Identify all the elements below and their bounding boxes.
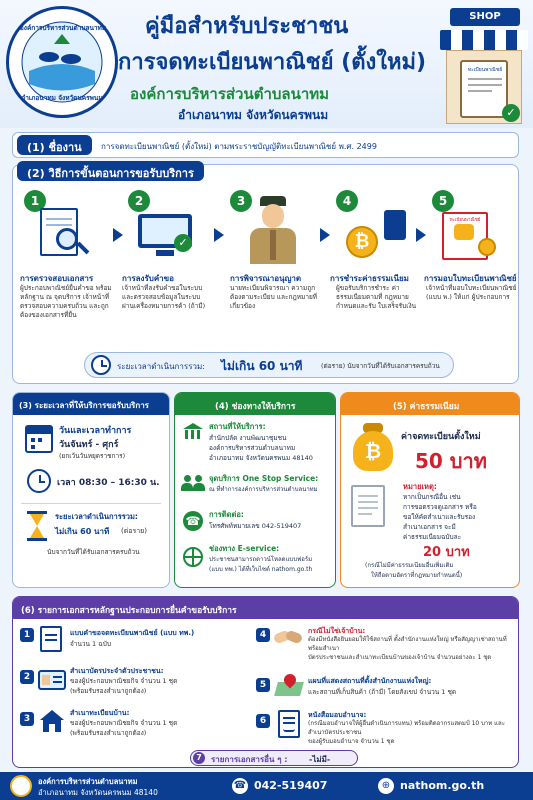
note-line-2: การขอตรวจดูเอกสาร หรือ (403, 503, 477, 511)
org-logo (6, 6, 118, 118)
footer-phone-icon: ☎ (232, 778, 248, 794)
step-arrow-icon (320, 228, 330, 242)
section-3-label: (3) ระยะเวลาที่ให้บริการขอรับบริการ (19, 401, 149, 410)
note-line-5: ค่าธรรมเนียมฉบับละ (403, 533, 462, 541)
service-time: เวลา 08:30 – 16:30 น. (57, 478, 160, 488)
phone-icon: ☎ (183, 511, 203, 531)
eservice-desc-2: (แบบ ทพ.) ได้ที่เว็บไซต์ nathom.go.th (209, 566, 313, 573)
building-icon (183, 423, 203, 441)
other-docs-label: รายการเอกสารอื่น ๆ : (211, 755, 288, 764)
doc-4-desc-2: บัตรประชาชนและสำเนาทะเบียนบ้านของเจ้าบ้าน จำนวนอย่างละ 1 ชุด (308, 654, 492, 661)
shop-illustration (440, 8, 528, 126)
note-fee: 20 บาท (423, 545, 470, 560)
doc-3-title: สำเนาทะเบียนบ้าน: (70, 709, 130, 717)
certificate-icon (440, 210, 504, 264)
doc-2-number: 2 (20, 670, 34, 684)
days-note: (ยกเว้นวันหยุดราชการ) (59, 452, 126, 460)
handshake-icon (274, 626, 302, 648)
step-2-number: 2 (128, 190, 150, 212)
section-service-name (12, 132, 519, 158)
other-documents-bar (190, 750, 358, 766)
clipboard-icon (460, 60, 508, 118)
doc-4-desc-1: ต้องมีหนังสือยินยอมให้ใช้สถานที่ ตั้งสำนักงานแห่งใหญ่ หรือสัญญาเช่าสถานที่ พร้อมสำเนา (308, 636, 507, 652)
footer-org-1: องค์การบริหารส่วนตำบลนาทม (38, 777, 138, 786)
clock-icon (27, 469, 51, 493)
step-3-desc: นายทะเบียนพิจารณา ความถูกต้องตามระเบียบ และกฎหมายที่เกี่ยวข้อง (230, 284, 318, 310)
doc-1-title: แบบคำขอจดทะเบียนพาณิชย์ (แบบ ทพ.) (70, 629, 195, 637)
house-icon (40, 710, 64, 732)
note-footer-2: ให้ถือตามอัตราที่กฎหมายกำหนดนี้) (371, 572, 463, 579)
duration-prefix: ระยะเวลาดำเนินการรวม: (117, 362, 205, 371)
duration-value: ไม่เกิน 60 นาที (221, 359, 303, 373)
logo-text-bottom: อำเภอนาทม จังหวัดนครพนม (21, 94, 103, 102)
place-desc-2: องค์การบริหารส่วนตำบลนาทม (209, 444, 296, 452)
hourglass-icon (27, 511, 47, 541)
footer-globe-icon: ⊕ (378, 778, 394, 794)
process-unit: (ต่อราย) (121, 527, 148, 535)
step-2-desc: เจ้าหน้าที่ลงรับคำขอในระบบ และตรวจสอบข้อมูลในระบบ ผ่านเครื่องหมายการค้า (ถ้ามี) (122, 284, 206, 310)
doc-5-number: 5 (256, 678, 270, 692)
step-4-number: 4 (336, 190, 358, 212)
place-desc-3: อำเภอนาทม จังหวัดนครพนม 48140 (209, 454, 313, 462)
other-docs-value: -ไม่มี- (309, 755, 331, 764)
bitcoin-payment-icon: ₿ (340, 208, 420, 264)
footer-phone[interactable]: 042-519407 (254, 779, 328, 792)
section-service-hours (12, 392, 170, 588)
service-name-value: การจดทะเบียนพาณิชย์ (ตั้งใหม่) ตามพระราชบัญญัติทะเบียนพาณิชย์ พ.ศ. 2499 (101, 142, 377, 151)
doc-3-number: 3 (20, 712, 34, 726)
doc-3-desc-2: (พร้อมรับรองสำเนาถูกต้อง) (70, 729, 147, 737)
check-badge-icon: ✓ (502, 104, 520, 122)
clipboard-label: ทะเบียนพาณิชย์ (467, 67, 503, 73)
globe-icon (183, 547, 203, 567)
process-title: ระยะเวลาดำเนินการรวม: (55, 512, 138, 521)
id-card-icon (38, 670, 66, 690)
shop-sign: SHOP (450, 8, 520, 26)
clock-icon (91, 355, 111, 375)
map-pin-icon (276, 674, 302, 696)
step-2-title: การลงรับคำขอ (122, 274, 174, 283)
step-3-title: การพิจารณาอนุญาต (230, 274, 302, 283)
money-bag-icon: ₿ (351, 423, 395, 473)
step-5-title: การมอบใบทะเบียนพาณิชย์ (424, 274, 517, 283)
step-arrow-icon (214, 228, 224, 242)
note-footer-1: (กรณีไม่มีค่าธรรมเนียมอื่นเพิ่มเติม (365, 562, 454, 569)
process-note: นับจากวันที่ได้รับเอกสารครบถ้วน (47, 548, 140, 556)
contact-title: การติดต่อ: (209, 510, 244, 519)
note-line-1: หากเป็นกรณีอื่น เช่น (403, 493, 461, 501)
place-title: สถานที่ให้บริการ: (209, 422, 266, 431)
note-line-3: ขอให้คัดสำเนาและรับรอง (403, 513, 476, 521)
note-line-4: สำเนาเอกสาร จะมี (403, 523, 456, 531)
step-1-desc: ผู้ประกอบพาณิชย์ยื่นคำขอ พร้อมหลักฐาน ณ จุดบริการ เจ้าหน้าที่ตรวจสอบความครบถ้วน และถูกต้องของเอกสารที่ยื่น (20, 284, 112, 319)
footer-org-2: อำเภอนาทม จังหวัดนครพนม 48140 (38, 788, 158, 797)
header (0, 0, 533, 128)
doc-3-desc-1: ของผู้ประกอบพาณิชยกิจ จำนวน 1 ชุด (70, 719, 178, 727)
doc-6-desc-2: ของผู้รับมอบอำนาจ จำนวน 1 ชุด (308, 738, 395, 745)
section-5-label: (5) ค่าธรรมเนียม (393, 402, 460, 412)
step-3-number: 3 (230, 190, 252, 212)
duration-bar (84, 352, 454, 378)
doc-4-title: กรณีไม่ใช่เจ้าบ้าน: (308, 627, 366, 635)
section-1-label: (1) ชื่องาน (17, 135, 92, 155)
search-document-icon (34, 206, 94, 262)
step-5-number: 5 (432, 190, 454, 212)
step-5-desc: เจ้าหน้าที่มอบใบทะเบียนพาณิชย์ (แบบ พ.) ให้แก่ ผู้ประกอบการ (426, 284, 517, 301)
fee-title: ค่าจดทะเบียนตั้งใหม่ (401, 432, 481, 442)
days-value: วันจันทร์ - ศุกร์ (59, 440, 119, 450)
section-fees (340, 392, 520, 588)
step-arrow-icon (113, 228, 123, 242)
doc-1-number: 1 (20, 628, 34, 642)
doc-6-title: หนังสือมอบอำนาจ: (308, 711, 367, 719)
step-1-title: การตรวจสอบเอกสาร (20, 274, 94, 283)
eservice-desc-1: ประชาชนสามารถดาวน์โหลดแบบฟอร์ม (209, 556, 313, 563)
doc-6-number: 6 (256, 714, 270, 728)
note-title: หมายเหตุ: (403, 482, 437, 491)
doc-6-desc-1: (กรณีมอบอำนาจให้ผู้อื่นดำเนินการแทน) พร้อมติดอากรแสตมป์ 10 บาท และสำเนาบัตรประชาชน (308, 720, 505, 736)
signed-document-icon (278, 710, 300, 738)
section-6-label: (6) รายการเอกสารหลักฐานประกอบการยื่นคำขอรับบริการ (21, 606, 237, 616)
computer-check-icon: ✓ (134, 212, 198, 262)
fee-value: 50 บาท (415, 449, 487, 473)
doc-5-title: แผนที่แสดงสถานที่ตั้งสำนักงานแห่งใหญ่: (308, 677, 432, 685)
shop-awning (440, 30, 528, 50)
people-icon (181, 475, 205, 493)
doc-2-desc-2: (พร้อมรับรองสำเนาถูกต้อง) (70, 687, 147, 695)
oss-title: จุดบริการ One Stop Service: (209, 474, 319, 483)
footer-website[interactable]: nathom.go.th (400, 779, 485, 792)
eservice-title: ช่องทาง E-service: (209, 544, 280, 553)
officer-icon (248, 196, 298, 266)
doc-1-desc-1: จำนวน 1 ฉบับ (70, 640, 111, 648)
doc-2-title: สำเนาบัตรประจำตัวประชาชน: (70, 667, 164, 675)
doc-2-desc-1: ของผู้ประกอบพาณิชยกิจ จำนวน 1 ชุด (70, 677, 178, 685)
day-title: วันและเวลาทำการ (59, 426, 132, 436)
certificate-label: ทะเบียนพาณิชย์ (449, 218, 481, 223)
footer (0, 772, 533, 800)
step-4-title: การชำระค่าธรรมเนียม (330, 274, 409, 283)
place-desc-1: สำนักปลัด งานพัฒนาชุมชน (209, 434, 287, 442)
process-value: ไม่เกิน 60 นาที (55, 527, 110, 536)
duration-suffix: (ต่อราย) นับจากวันที่ได้รับเอกสารครบถ้วน (321, 362, 440, 370)
org-location: อำเภอนาทม จังหวัดนครพนม (178, 108, 329, 122)
note-document-icon (351, 485, 385, 527)
org-name: องค์การบริหารส่วนตำบลนาทม (130, 85, 330, 103)
page-subtitle: การจดทะเบียนพาณิชย์ (ตั้งใหม่) (118, 50, 427, 75)
section-service-channels (174, 392, 336, 588)
doc-4-number: 4 (256, 628, 270, 642)
calendar-icon (25, 425, 53, 453)
oss-desc: ณ ที่ทำการองค์การบริหารส่วนตำบลนาทม (209, 486, 318, 493)
logo-text-top: องค์การบริหารส่วนตำบลนาทม (19, 24, 107, 32)
doc-5-desc-1: และสถานที่เก็บสินค้า (ถ้ามี) โดยสังเขป จำนวน 1 ชุด (308, 688, 457, 696)
footer-logo-icon (10, 775, 32, 797)
section-4-label: (4) ช่องทางให้บริการ (215, 402, 296, 412)
section-2-label: (2) วิธีการขั้นตอนการขอรับบริการ (17, 161, 204, 181)
document-form-icon (40, 626, 62, 652)
doc-7-number: 7 (193, 752, 205, 764)
contact-desc: โทรศัพท์หมายเลข 042-519407 (209, 522, 302, 530)
step-1-number: 1 (24, 190, 46, 212)
page-title: คู่มือสำหรับประชาชน (145, 14, 349, 39)
step-4-desc: ผู้ขอรับบริการชำระ ค่าธรรมเนียมตามที่ กฎหมายกำหนดและรับ ใบเสร็จรับเงิน (336, 284, 417, 310)
step-arrow-icon (416, 228, 426, 242)
